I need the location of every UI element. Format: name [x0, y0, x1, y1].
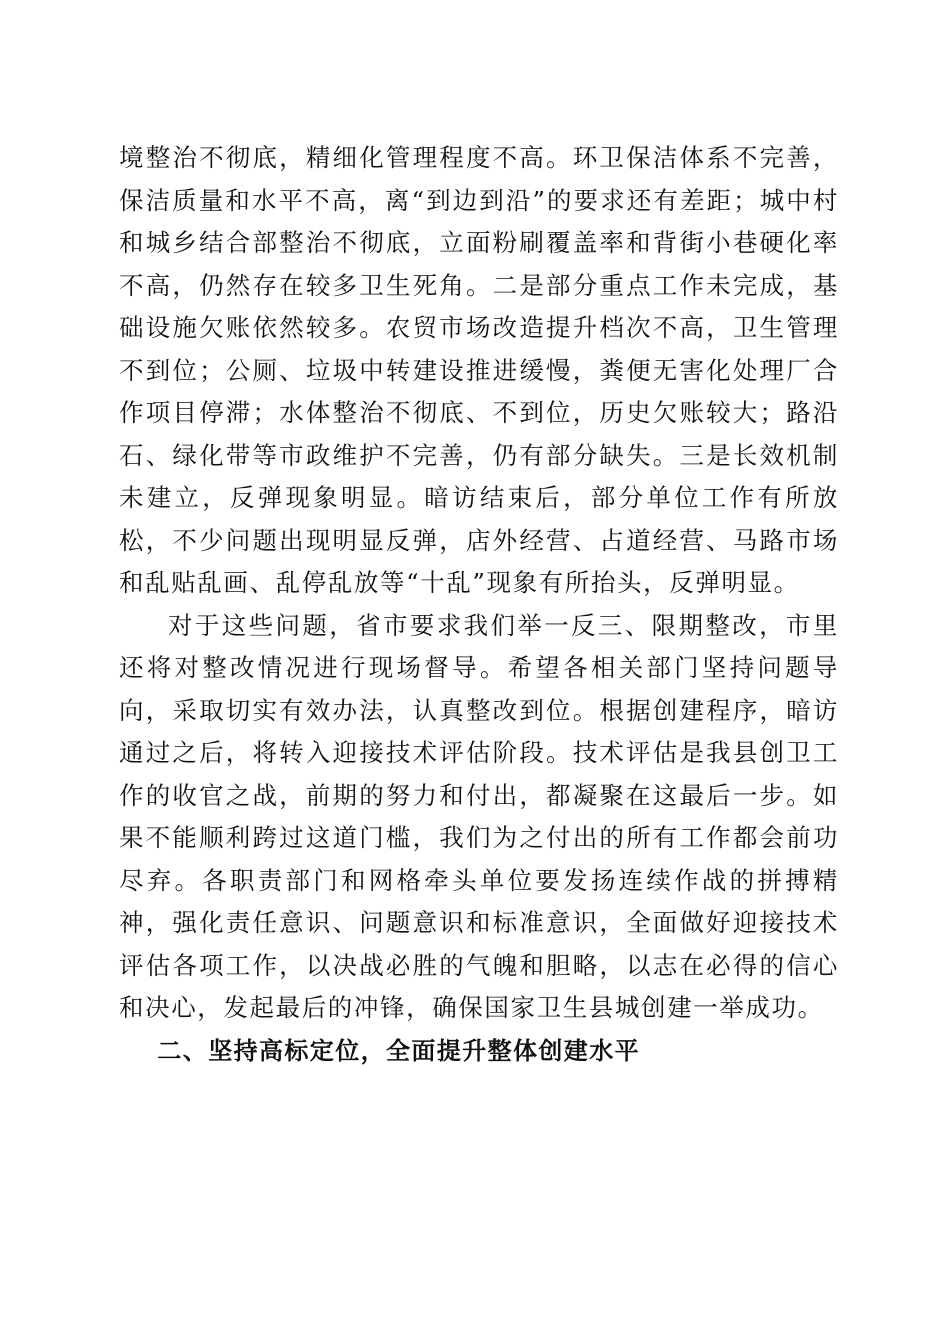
section-heading: 二、坚持高标定位，全面提升整体创建水平 — [157, 1036, 640, 1065]
document-body — [119, 137, 839, 1072]
body-paragraph: 对于这些问题，省市要求我们举一反三、限期整改，市里还将对整改情况进行现场督导。希望各相关部门坚持问题导向，采取切实有效办法，认真整改到位。根据创建程序，暗访通过之后，将转入迎接技术评估阶段。技术评估是我县创卫工作的收官之战，前期的努力和付出，都凝聚在这最后一步。如果不能顺利跨过这道门槛，我们为之付出的所有工作都会前功尽弃。各职责部门和网格牵头单位要发扬连续作战的拼搏精神，强化责任意识、问题意识和标准意识，全面做好迎接技术评估各项工作，以决战必胜的气魄和胆略，以志在必得的信心和决心，发起最后的冲锋，确保国家卫生县城创建一举成功。 — [119, 610, 839, 1022]
body-paragraph-continued: 境整治不彻底，精细化管理程度不高。环卫保洁体系不完善，保洁质量和水平不高，离“到边到沿”的要求还有差距；城中村和城乡结合部整治不彻底，立面粉刷覆盖率和背街小巷硬化率不高，仍然存在较多卫生死角。二是部分重点工作未完成，基础设施欠账依然较多。农贸市场改造提升档次不高，卫生管理不到位；公厕、垃圾中转建设推进缓慢，粪便无害化处理厂合作项目停滞；水体整治不彻底、不到位，历史欠账较大；路沿石、绿化带等市政维护不完善，仍有部分缺失。三是长效机制未建立，反弹现象明显。暗访结束后，部分单位工作有所放松，不少问题出现明显反弹，店外经营、占道经营、马路市场和乱贴乱画、乱停乱放等“十乱”现象有所抬头，反弹明显。 — [119, 143, 839, 597]
